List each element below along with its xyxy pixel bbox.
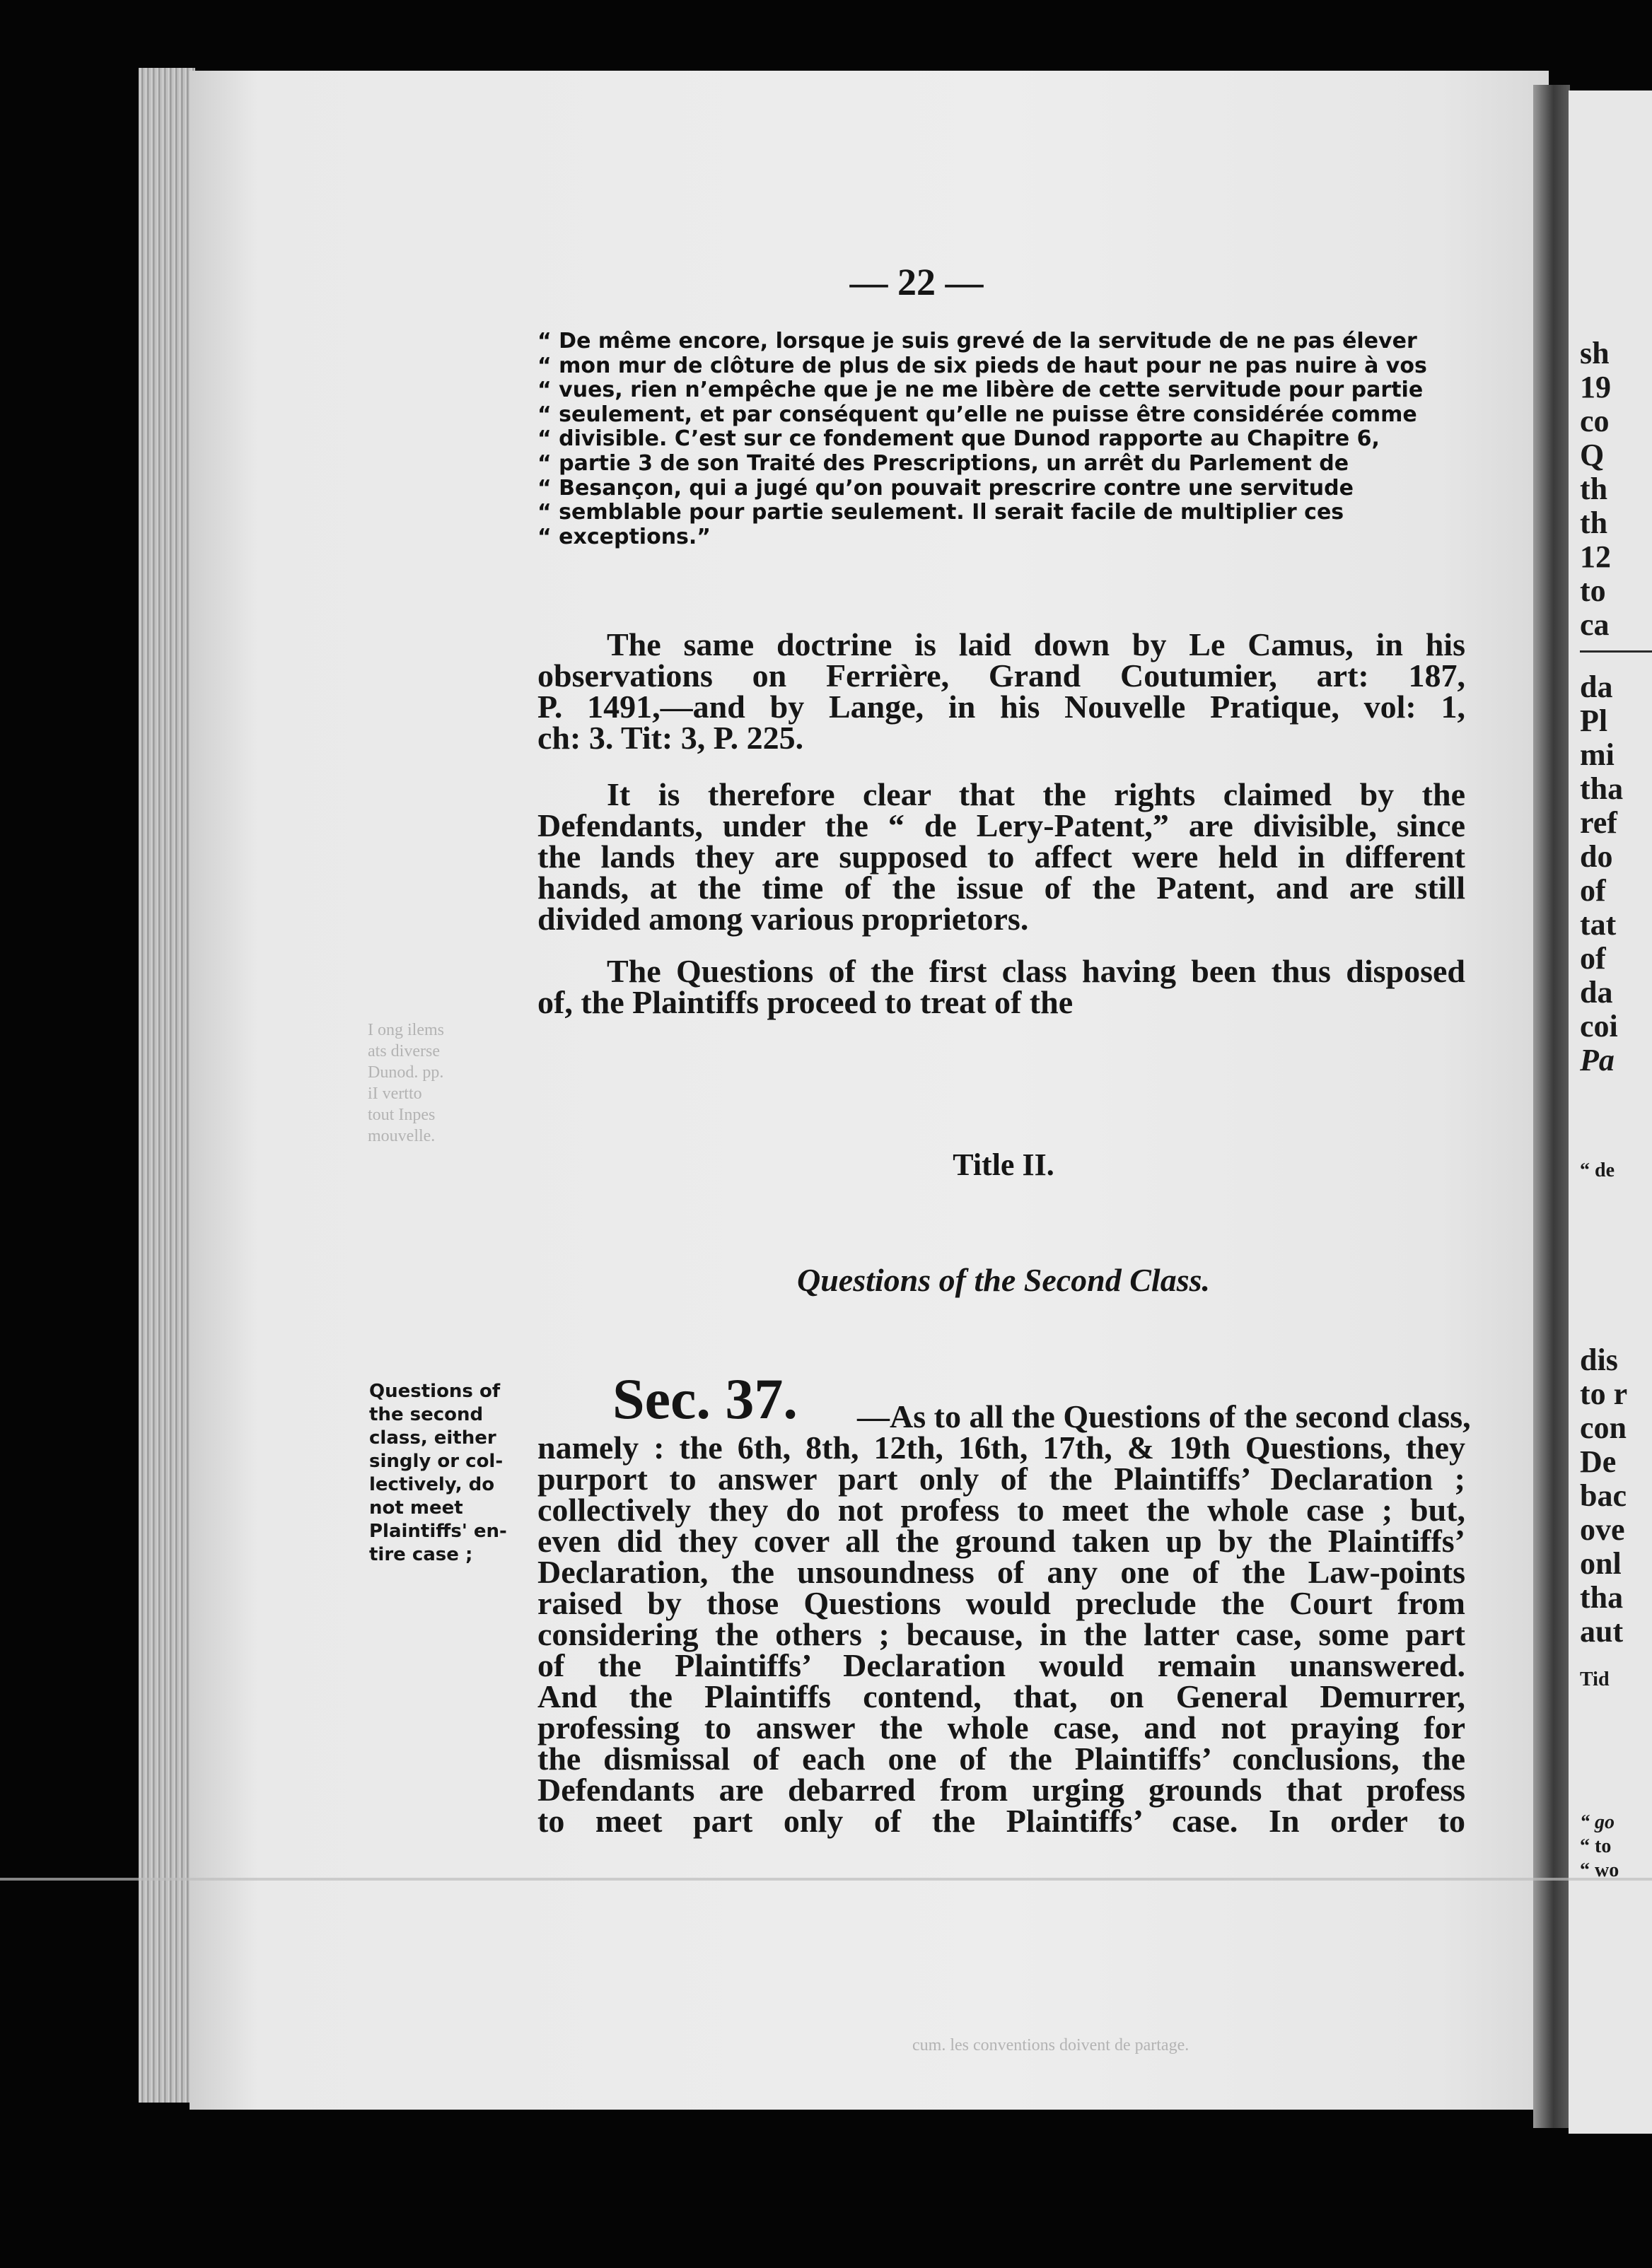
section-line: purport to answer part only of the Plaintiffs’ Declaration ; (537, 1461, 1465, 1497)
right-page-fragment: tat (1580, 908, 1617, 942)
paragraph-line: It is therefore clear that the rights claimed by the (607, 776, 1465, 812)
bleed-through-bottom: cum. les conventions doivent de partage. (912, 2036, 1189, 2054)
bleed-through-margin (368, 1019, 444, 1147)
section-number-heading: Sec. 37. (612, 1367, 798, 1431)
right-page-fragment: 19 (1580, 370, 1611, 404)
right-page-fragment: onl (1580, 1547, 1622, 1581)
quote-line: “ vues, rien n’empêche que je ne me libère de cette servitude pour partie (537, 378, 1424, 403)
paragraph-line: of, the Plaintiffs proceed to treat of the (537, 984, 1074, 1020)
quote-line: “ Besançon, qui a jugé qu’on pouvait prescrire contre une servitude (537, 475, 1354, 501)
section-line: professing to answer the whole case, and not praying for (537, 1709, 1465, 1746)
section-subtitle: Questions of the Second Class. (796, 1262, 1211, 1298)
bleed-line: mouvelle. (368, 1127, 436, 1145)
paragraph-line: The Questions of the first class having been thus disposed (607, 953, 1465, 989)
bleed-line: iI vertto (368, 1085, 422, 1103)
sidenote-line: tire case ; (369, 1544, 473, 1565)
section-line: And the Plaintiffs contend, that, on General Demurrer, (537, 1678, 1465, 1714)
section-line: considering the others ; because, in the latter case, some part (537, 1616, 1465, 1652)
paragraph-line: the lands they are supposed to affect were held in different (537, 838, 1465, 875)
page-number: — 22 — (849, 261, 984, 303)
sidenote-line: Questions of (369, 1381, 501, 1402)
section-line: namely : the 6th, 8th, 12th, 16th, 17th, & 19th Questions, they (537, 1430, 1465, 1466)
bleed-line: Dunod. pp. (368, 1063, 444, 1082)
section-line: even did they cover all the ground taken up by the Plaintiffs’ (537, 1523, 1465, 1559)
title-heading: Title II. (953, 1147, 1054, 1182)
quote-line: “ semblable pour partie seulement. Il serait facile de multiplier ces (537, 500, 1344, 525)
right-page-fragment: Tid (1580, 1668, 1610, 1690)
paragraph-line: ch: 3. Tit: 3, P. 225. (537, 720, 804, 756)
quote-line: “ partie 3 de son Traité des Prescriptions, un arrêt du Parlement de (537, 450, 1349, 476)
bleed-line: ats diverse (368, 1042, 440, 1060)
right-page-fragment: ref (1580, 806, 1617, 840)
section-line: Declaration, the unsoundness of any one of the Law-points (537, 1554, 1465, 1590)
right-page-fragment: “ wo (1580, 1859, 1619, 1881)
bleed-line: I ong ilems (368, 1021, 444, 1039)
right-page-fragment: Pa (1580, 1044, 1615, 1077)
sidenote-line: class, either (369, 1427, 496, 1449)
book-gutter (1533, 85, 1570, 2128)
french-quote-block (537, 329, 1470, 549)
right-page-rule (1580, 650, 1652, 653)
sidenote-line: not meet (369, 1497, 463, 1519)
right-page-fragment: to r (1580, 1377, 1628, 1411)
section-line: Defendants are debarred from urging grounds that profess (537, 1772, 1465, 1808)
paragraph-line: observations on Ferrière, Grand Coutumier, art: 187, (537, 657, 1465, 694)
marginal-sidenote (369, 1380, 539, 1567)
right-page-fragment: Pl (1580, 704, 1608, 738)
section-line: of the Plaintiffs’ Declaration would remain unanswered. (537, 1647, 1465, 1683)
right-page-fragment: “ de (1580, 1159, 1615, 1181)
right-page-fragment: ove (1580, 1513, 1625, 1547)
right-page-fragment: sh (1580, 337, 1610, 370)
sidenote-line: Plaintiffs' en- (369, 1521, 507, 1542)
right-page-fragment: mi (1580, 738, 1615, 772)
right-page-fragment: to (1580, 574, 1606, 608)
right-page-fragment: th (1580, 472, 1608, 506)
section-line: —As to all the Questions of the second class, (857, 1398, 1471, 1434)
paragraph-line: divided among various proprietors. (537, 901, 1029, 937)
quote-line: “ mon mur de clôture de plus de six pieds de haut pour ne pas nuire à vos (537, 353, 1427, 378)
right-page-fragment: tha (1580, 772, 1624, 806)
right-page-fragment: ca (1580, 608, 1610, 642)
right-page-fragment: co (1580, 404, 1610, 438)
quote-line: “ seulement, et par conséquent qu’elle ne puisse être considérée comme (537, 402, 1417, 427)
paragraph-line: Defendants, under the “ de Lery-Patent,” are divisible, since (537, 807, 1465, 843)
right-page-fragment: da (1580, 670, 1613, 704)
right-page-fragment: “ go (1580, 1811, 1615, 1833)
page-edge-stack (139, 68, 195, 2103)
section-line: to meet part only of the Plaintiffs’ case. In order to (537, 1803, 1465, 1839)
right-page-fragment: of (1580, 942, 1606, 976)
paragraph-line: P. 1491,—and by Lange, in his Nouvelle Pratique, vol: 1, (537, 689, 1465, 725)
bleed-line: tout Inpes (368, 1106, 436, 1124)
paragraph-line: The same doctrine is laid down by Le Camus, in his (607, 626, 1465, 662)
right-page-fragment: tha (1580, 1581, 1624, 1615)
quote-line: “ De même encore, lorsque je suis grevé de la servitude de ne pas élever (537, 329, 1417, 353)
right-page-fragment: De (1580, 1445, 1617, 1479)
right-page-fragment: bac (1580, 1479, 1627, 1513)
paragraph-line: hands, at the time of the issue of the Patent, and are still (537, 870, 1465, 906)
right-page-fragment: th (1580, 506, 1608, 540)
right-page-fragment: “ to (1580, 1835, 1612, 1857)
sidenote-line: singly or col- (369, 1451, 504, 1472)
right-page-fragment: Q (1580, 438, 1605, 472)
right-page-fragment: of (1580, 874, 1606, 908)
right-page-fragment: 12 (1580, 540, 1611, 574)
quote-line: “ exceptions.” (537, 524, 711, 549)
sidenote-line: lectively, do (369, 1474, 495, 1495)
scan-artifact-line (0, 1878, 1652, 1881)
quote-line: “ divisible. C’est sur ce fondement que Dunod rapporte au Chapitre 6, (537, 426, 1380, 452)
right-page-fragment: do (1580, 840, 1613, 874)
section-line: the dismissal of each one of the Plaintiffs’ conclusions, the (537, 1741, 1465, 1777)
section-line: raised by those Questions would preclude the Court from (537, 1585, 1465, 1621)
right-page-fragment: aut (1580, 1615, 1624, 1649)
right-page-fragment: dis (1580, 1343, 1618, 1377)
right-page-fragment: con (1580, 1411, 1627, 1445)
sidenote-line: the second (369, 1404, 484, 1425)
right-page-fragment: coi (1580, 1010, 1618, 1044)
right-page-fragment: da (1580, 976, 1613, 1010)
section-line: collectively they do not profess to meet the whole case ; but, (537, 1492, 1465, 1528)
